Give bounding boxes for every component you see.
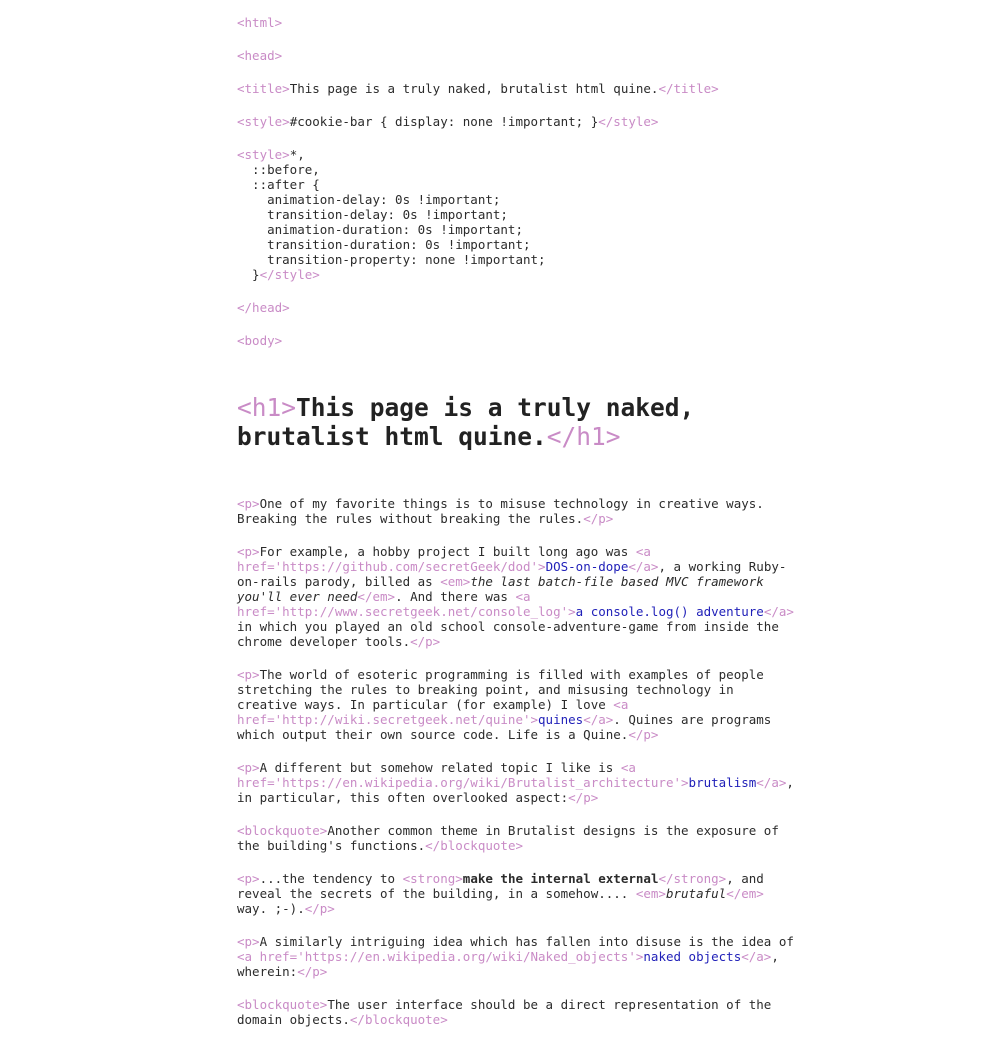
p-open-tag: <p> bbox=[237, 871, 260, 886]
em-open-tag: <em> bbox=[440, 574, 471, 589]
paragraph-4 bbox=[237, 760, 797, 805]
paragraph-text: For example, a hobby project I built long ago was bbox=[259, 544, 636, 559]
source-view bbox=[237, 15, 797, 1045]
html-open-tag: <html> bbox=[237, 15, 283, 30]
p-open-tag: <p> bbox=[237, 496, 260, 511]
body-open-line bbox=[237, 333, 797, 348]
paragraph-text: A similarly intriguing idea which has fallen into disuse is the idea of bbox=[259, 934, 794, 949]
blockquote-text: The user interface should be a direct representation of the domain objects. bbox=[237, 997, 772, 1027]
blockquote-open-tag: <blockquote> bbox=[237, 997, 328, 1012]
brutalism-link[interactable]: brutalism bbox=[688, 775, 757, 790]
style-close-tag: </style> bbox=[598, 114, 659, 129]
style-open-tag: <style> bbox=[237, 114, 290, 129]
p-close-tag: </p> bbox=[568, 790, 599, 805]
style-open-tag: <style> bbox=[237, 147, 290, 162]
head-close-tag: </head> bbox=[237, 300, 290, 315]
paragraph-3 bbox=[237, 667, 797, 742]
p-open-tag: <p> bbox=[237, 544, 260, 559]
paragraph-text: , in particular, this often overlooked aspect: bbox=[237, 775, 794, 805]
paragraph-1 bbox=[237, 496, 797, 526]
paragraph-text: . And there was bbox=[395, 589, 516, 604]
em-close-tag: </em> bbox=[357, 589, 396, 604]
paragraph-text: The world of esoteric programming is filled with examples of people stretching the rules to breaking point, and misusing technology in creative ways. In particular (for example) I love bbox=[237, 667, 764, 712]
p-open-tag: <p> bbox=[237, 760, 260, 775]
style-line-1 bbox=[237, 114, 797, 129]
p-close-tag: </p> bbox=[304, 901, 335, 916]
heading-text: This page is a truly naked, brutalist html quine. bbox=[237, 393, 695, 451]
p-close-tag: </p> bbox=[628, 727, 659, 742]
paragraph-text: , wherein: bbox=[237, 949, 779, 979]
a-close-tag: </a> bbox=[628, 559, 659, 574]
paragraph-6 bbox=[237, 934, 797, 979]
em-open-tag: <em> bbox=[635, 886, 666, 901]
paragraph-5 bbox=[237, 871, 797, 916]
a-close-tag: </a> bbox=[741, 949, 772, 964]
page-heading bbox=[237, 393, 797, 451]
head-close-line bbox=[237, 300, 797, 315]
dos-on-dope-link[interactable]: DOS-on-dope bbox=[545, 559, 629, 574]
blockquote-text: Another common theme in Brutalist designs is the exposure of the building's functions. bbox=[237, 823, 779, 853]
strong-text: make the internal external bbox=[462, 871, 659, 886]
paragraph-text: One of my favorite things is to misuse technology in creative ways. Breaking the rules without breaking the rules. bbox=[237, 496, 764, 526]
a-open-tag: <a href='https://en.wikipedia.org/wiki/Brutalist_architecture'> bbox=[237, 760, 689, 790]
console-log-adventure-link[interactable]: a console.log() adventure bbox=[575, 604, 764, 619]
style-close-tag: </style> bbox=[259, 267, 320, 282]
paragraph-text: A different but somehow related topic I like is bbox=[259, 760, 621, 775]
paragraph-text: way. ;-). bbox=[237, 901, 305, 916]
paragraph-text: , a working Ruby-on-rails parody, billed as bbox=[237, 559, 787, 589]
style-text-1: #cookie-bar { display: none !important; } bbox=[289, 114, 599, 129]
p-close-tag: </p> bbox=[583, 511, 614, 526]
a-open-tag: <a href='http://wiki.secretgeek.net/quine'> bbox=[237, 697, 629, 727]
head-open-line bbox=[237, 48, 797, 63]
paragraph-text: . Quines are programs which output their own source code. Life is a Quine. bbox=[237, 712, 772, 742]
p-open-tag: <p> bbox=[237, 667, 260, 682]
title-close-tag: </title> bbox=[658, 81, 719, 96]
paragraph-2 bbox=[237, 544, 797, 649]
h1-open-tag: <h1> bbox=[237, 393, 297, 422]
naked-objects-link[interactable]: naked objects bbox=[643, 949, 742, 964]
style-text-2: *, ::before, ::after { animation-delay: 0s !important; transition-delay: 0s !important; animation-duration: 0s !important; transition-duration: 0s !important; transition-property: none !important; } bbox=[252, 147, 546, 282]
h1-close-tag: </h1> bbox=[546, 422, 621, 451]
p-open-tag: <p> bbox=[237, 934, 260, 949]
a-close-tag: </a> bbox=[583, 712, 614, 727]
a-open-tag: <a href='https://en.wikipedia.org/wiki/Naked_objects'> bbox=[237, 949, 644, 964]
html-open-line bbox=[237, 15, 797, 30]
a-close-tag: </a> bbox=[756, 775, 787, 790]
paragraph-text: in which you played an old school console-adventure-game from inside the chrome developer tools. bbox=[237, 619, 779, 649]
paragraph-text: , and reveal the secrets of the building, in a somehow.... bbox=[237, 871, 764, 901]
title-text: This page is a truly naked, brutalist html quine. bbox=[289, 81, 659, 96]
head-open-tag: <head> bbox=[237, 48, 283, 63]
a-close-tag: </a> bbox=[763, 604, 794, 619]
body-open-tag: <body> bbox=[237, 333, 283, 348]
blockquote-close-tag: </blockquote> bbox=[349, 1012, 448, 1027]
a-open-tag: <a href='http://www.secretgeek.net/console_log'> bbox=[237, 589, 576, 619]
blockquote-close-tag: </blockquote> bbox=[425, 838, 523, 853]
strong-open-tag: <strong> bbox=[402, 871, 463, 886]
em-close-tag: </em> bbox=[726, 886, 764, 901]
emphasis-text: brutaful bbox=[665, 886, 727, 901]
style-block-2 bbox=[237, 147, 797, 282]
quines-link[interactable]: quines bbox=[538, 712, 584, 727]
strong-close-tag: </strong> bbox=[658, 871, 727, 886]
p-close-tag: </p> bbox=[297, 964, 328, 979]
emphasis-text: the last batch-file based MVC framework you'll ever need bbox=[237, 574, 764, 604]
p-close-tag: </p> bbox=[410, 634, 441, 649]
a-open-tag: <a href='https://github.com/secretGeek/dod'> bbox=[237, 544, 651, 574]
title-open-tag: <title> bbox=[237, 81, 290, 96]
blockquote-open-tag: <blockquote> bbox=[237, 823, 328, 838]
paragraph-text: ...the tendency to bbox=[259, 871, 403, 886]
blockquote-1 bbox=[237, 823, 797, 853]
title-line bbox=[237, 81, 797, 96]
blockquote-2 bbox=[237, 997, 797, 1027]
